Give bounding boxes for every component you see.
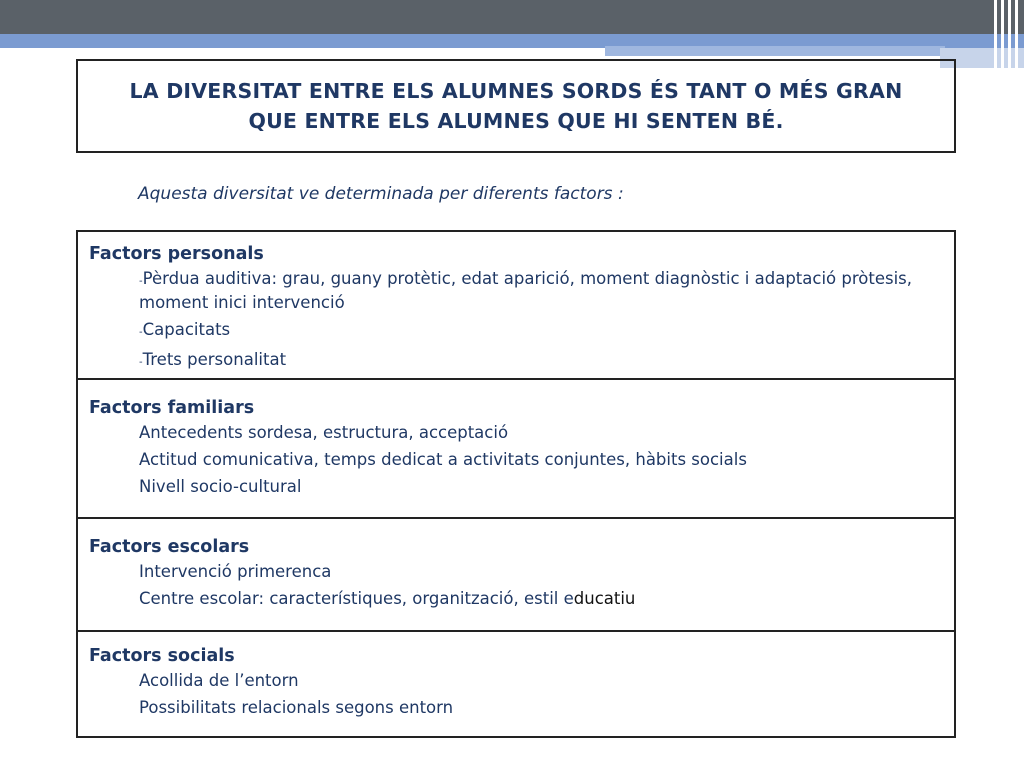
section-heading: Factors socials: [89, 646, 235, 666]
subtitle: Aquesta diversitat ve determinada per diferents factors :: [138, 184, 624, 204]
list-item: -Trets personalitat: [139, 350, 287, 369]
list-item: -Pèrdua auditiva: grau, guany protètic, edat aparició, moment diagnòstic i adaptació pròtesis, moment inici intervenció: [139, 269, 913, 312]
list-item: -Capacitats: [139, 320, 231, 339]
section-factors-familiars: [78, 380, 954, 519]
list-item: Acollida de l’entorn: [139, 671, 299, 690]
list-item: Antecedents sordesa, estructura, acceptació: [139, 423, 509, 442]
header-band-dark: [0, 0, 1024, 34]
section-factors-socials: [78, 632, 954, 738]
list-item: Actitud comunicativa, temps dedicat a activitats conjuntes, hàbits socials: [139, 450, 747, 469]
list-item: Nivell socio-cultural: [139, 477, 302, 496]
list-item: Centre escolar: característiques, organització, estil educatiu: [139, 589, 636, 608]
factors-table: [76, 230, 956, 738]
section-heading: Factors personals: [89, 244, 264, 264]
section-heading: Factors familiars: [89, 398, 255, 418]
section-factors-escolars: [78, 519, 954, 632]
title-line-1: LA DIVERSITAT ENTRE ELS ALUMNES SORDS ÉS TANT O MÉS GRAN: [129, 79, 903, 103]
section-heading: Factors escolars: [89, 537, 250, 557]
section-factors-personals: [78, 232, 954, 380]
slide-title: [130, 76, 903, 136]
header-stripes: [990, 0, 1024, 70]
title-line-2: QUE ENTRE ELS ALUMNES QUE HI SENTEN BÉ.: [248, 109, 784, 133]
list-item: Intervenció primerenca: [139, 562, 332, 581]
list-item: Possibilitats relacionals segons entorn: [139, 698, 454, 717]
header-band-accent: [605, 46, 945, 56]
title-box: [76, 59, 956, 153]
